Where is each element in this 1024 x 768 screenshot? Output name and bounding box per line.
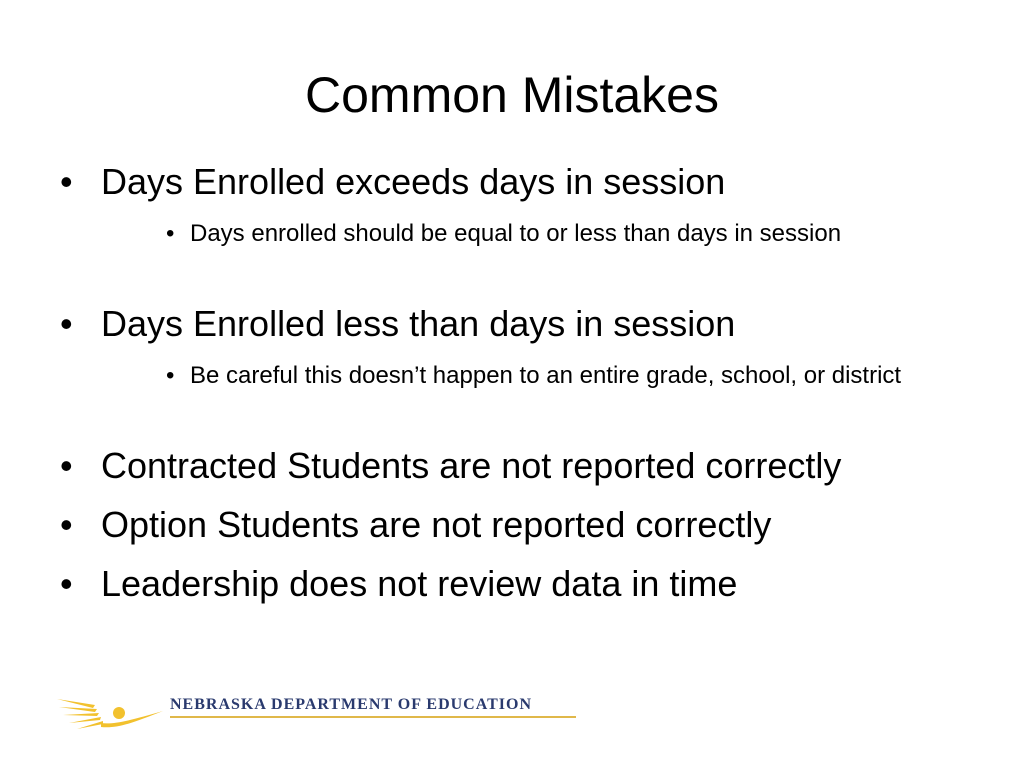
sub-bullet-dot: • (166, 362, 175, 389)
sun-swoosh-icon (55, 683, 165, 733)
bullet-text: Leadership does not review data in time (101, 563, 738, 604)
bullet-text: Option Students are not reported correctly (101, 504, 772, 545)
org-underline (170, 716, 576, 718)
slide-title: Common Mistakes (305, 67, 719, 123)
sub-bullet-dot: • (166, 220, 175, 247)
bullet-dot: • (60, 445, 73, 486)
bullet-dot: • (60, 563, 73, 604)
bullet-dot: • (60, 161, 73, 202)
bullet-dot: • (60, 504, 73, 545)
sub-bullet-text: Days enrolled should be equal to or less than days in session (190, 220, 842, 247)
sub-bullet-item (166, 216, 986, 252)
bullet-text: Days Enrolled less than days in session (101, 303, 736, 344)
bullet-text: Contracted Students are not reported correctly (101, 445, 842, 486)
bullet-text: Days Enrolled exceeds days in session (101, 161, 726, 202)
sub-bullet-text: Be careful this doesn’t happen to an entire grade, school, or district (190, 362, 902, 389)
bullet-dot: • (60, 303, 73, 344)
sub-bullet-item (166, 358, 986, 394)
org-name: NEBRASKA DEPARTMENT OF EDUCATION (170, 696, 532, 713)
